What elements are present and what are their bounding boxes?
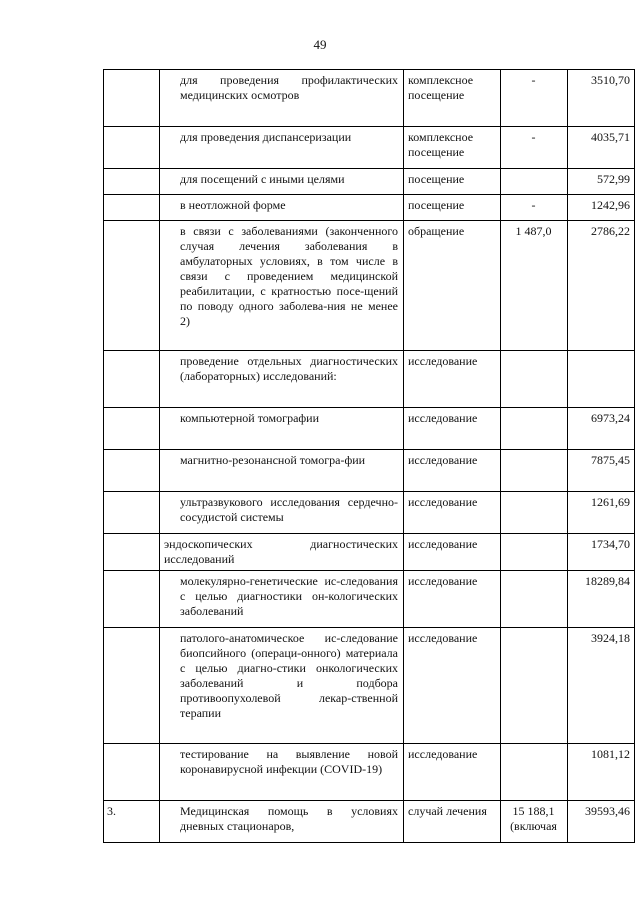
row-cost-cell: 6973,24 — [568, 408, 635, 450]
row-number-cell — [104, 571, 160, 628]
row-unit-cell: исследование — [404, 628, 501, 744]
table-row — [104, 628, 635, 744]
row-name-cell: для посещений с иными целями — [160, 169, 404, 195]
row-name-cell: для проведения диспансеризации — [160, 127, 404, 169]
row-name-cell: ультразвукового исследования сердечно-сосудистой системы — [160, 492, 404, 534]
table-row — [104, 70, 635, 127]
row-name-cell: в неотложной форме — [160, 195, 404, 221]
table-row — [104, 450, 635, 492]
row-norm-cell: - — [501, 70, 568, 127]
row-unit-cell: обращение — [404, 221, 501, 351]
row-cost-cell: 7875,45 — [568, 450, 635, 492]
row-name-cell: проведение отдельных диагностических (лабораторных) исследований: — [160, 351, 404, 408]
tariff-table — [103, 69, 635, 843]
table-row — [104, 801, 635, 843]
row-unit-cell: исследование — [404, 534, 501, 571]
row-number-cell — [104, 70, 160, 127]
row-number-cell — [104, 127, 160, 169]
row-unit-cell: комплексное посещение — [404, 70, 501, 127]
row-norm-cell — [501, 628, 568, 744]
row-number-cell — [104, 450, 160, 492]
row-name-cell: магнитно-резонансной томогра-фии — [160, 450, 404, 492]
row-unit-cell: исследование — [404, 450, 501, 492]
row-norm-cell: - — [501, 195, 568, 221]
row-unit-cell: исследование — [404, 351, 501, 408]
row-unit-cell: исследование — [404, 744, 501, 801]
row-name-cell: компьютерной томографии — [160, 408, 404, 450]
table-row — [104, 571, 635, 628]
row-cost-cell: 1242,96 — [568, 195, 635, 221]
row-cost-cell: 1081,12 — [568, 744, 635, 801]
row-number-cell — [104, 628, 160, 744]
row-unit-cell: исследование — [404, 492, 501, 534]
row-norm-cell — [501, 744, 568, 801]
row-name-cell: тестирование на выявление новой коронавирусной инфекции (COVID-19) — [160, 744, 404, 801]
row-norm-cell — [501, 450, 568, 492]
row-number-cell — [104, 221, 160, 351]
row-name-cell: молекулярно-генетические ис-следования с целью диагностики он-кологических заболеваний — [160, 571, 404, 628]
row-name-cell: эндоскопических диагностических исследований — [160, 534, 404, 571]
table-row — [104, 221, 635, 351]
row-name-cell: Медицинская помощь в условиях дневных стационаров, — [160, 801, 404, 843]
row-norm-cell — [501, 351, 568, 408]
row-unit-cell: комплексное посещение — [404, 127, 501, 169]
row-number-cell — [104, 408, 160, 450]
row-name-cell: в связи с заболеваниями (законченного случая лечения заболевания в амбулаторных условиях, в том числе в связи с проведением медицинской реабилитации, с кратностью посе-щений по поводу одного заболева-ния не менее 2) — [160, 221, 404, 351]
table-row — [104, 351, 635, 408]
table-row — [104, 534, 635, 571]
row-number-cell — [104, 492, 160, 534]
row-unit-cell: исследование — [404, 408, 501, 450]
table-row — [104, 127, 635, 169]
row-norm-cell: 15 188,1 (включая — [501, 801, 568, 843]
row-unit-cell: случай лечения — [404, 801, 501, 843]
table-row — [104, 492, 635, 534]
row-number-cell: 3. — [104, 801, 160, 843]
row-cost-cell: 3510,70 — [568, 70, 635, 127]
row-cost-cell: 1734,70 — [568, 534, 635, 571]
row-unit-cell: посещение — [404, 169, 501, 195]
table-row — [104, 169, 635, 195]
row-cost-cell: 3924,18 — [568, 628, 635, 744]
row-cost-cell: 39593,46 — [568, 801, 635, 843]
row-name-cell: для проведения профилактических медицинских осмотров — [160, 70, 404, 127]
row-norm-cell — [501, 571, 568, 628]
row-cost-cell: 1261,69 — [568, 492, 635, 534]
row-number-cell — [104, 534, 160, 571]
row-number-cell — [104, 169, 160, 195]
row-unit-cell: посещение — [404, 195, 501, 221]
row-number-cell — [104, 744, 160, 801]
row-number-cell — [104, 351, 160, 408]
row-norm-cell — [501, 408, 568, 450]
row-cost-cell — [568, 351, 635, 408]
row-norm-cell: 1 487,0 — [501, 221, 568, 351]
row-cost-cell: 4035,71 — [568, 127, 635, 169]
row-cost-cell: 18289,84 — [568, 571, 635, 628]
table-row — [104, 408, 635, 450]
row-norm-cell: - — [501, 127, 568, 169]
page-number: 49 — [313, 37, 327, 52]
row-cost-cell: 572,99 — [568, 169, 635, 195]
row-norm-cell — [501, 534, 568, 571]
row-number-cell — [104, 195, 160, 221]
table-row — [104, 195, 635, 221]
table-row — [104, 744, 635, 801]
row-norm-cell — [501, 492, 568, 534]
row-cost-cell: 2786,22 — [568, 221, 635, 351]
row-norm-cell — [501, 169, 568, 195]
row-name-cell: патолого-анатомическое ис-следование биопсийного (операци-онного) материала с целью диагно-стики онкологических заболеваний и подбора противоопухолевой лекар-ственной терапии — [160, 628, 404, 744]
row-unit-cell: исследование — [404, 571, 501, 628]
